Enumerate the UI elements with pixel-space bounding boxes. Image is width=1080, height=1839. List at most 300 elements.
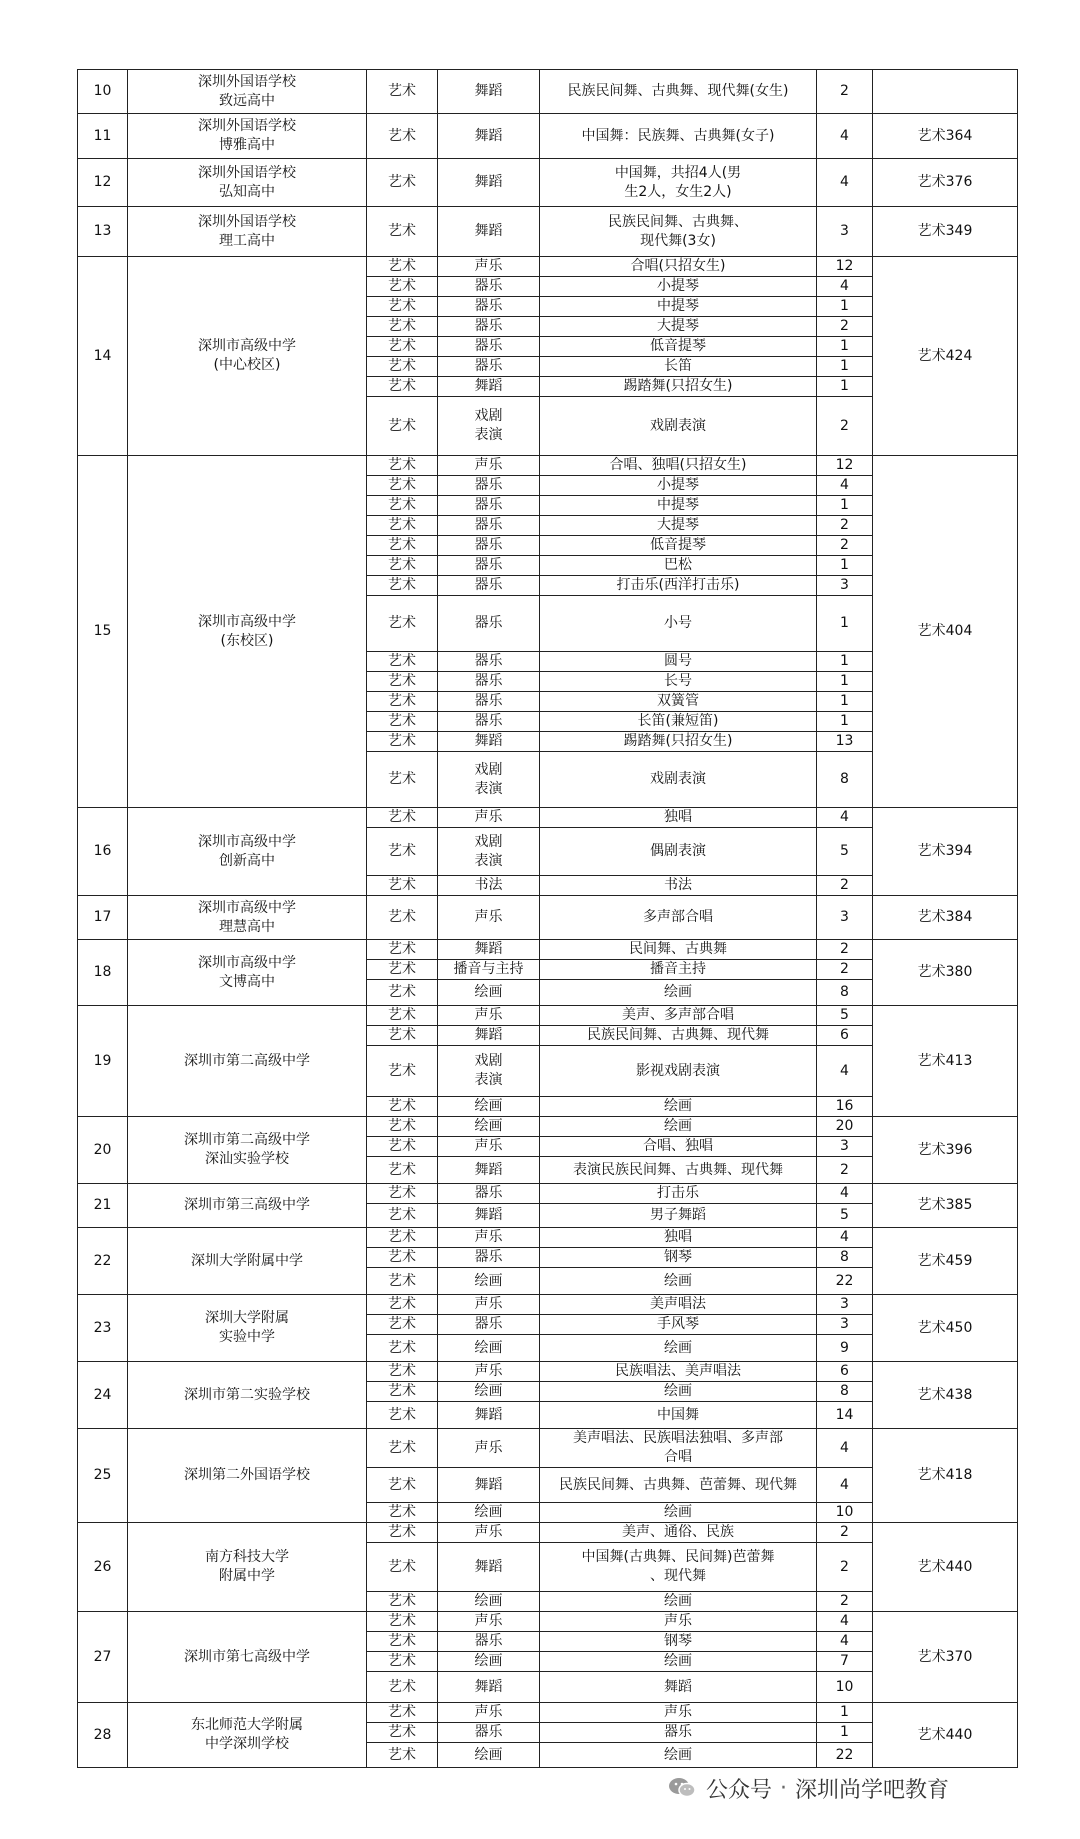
- specialty-item-cell: 绘画: [540, 980, 817, 1006]
- specialty-item-cell: 舞蹈: [540, 1672, 817, 1703]
- category-cell: 艺术: [367, 980, 438, 1006]
- specialty-item-cell: 中提琴: [540, 496, 817, 516]
- category-cell: 艺术: [367, 940, 438, 960]
- table-row: [78, 1429, 1018, 1468]
- quota-cell: 8: [817, 980, 873, 1006]
- table-row: [78, 1117, 1018, 1137]
- quota-cell: 4: [817, 114, 873, 159]
- score-line-cell: 艺术370: [873, 1612, 1018, 1703]
- category-cell: 艺术: [367, 712, 438, 732]
- quota-cell: 3: [817, 1137, 873, 1157]
- category-cell: 艺术: [367, 357, 438, 377]
- major-type-cell: 舞蹈: [438, 1157, 540, 1184]
- score-line-cell: 艺术438: [873, 1362, 1018, 1429]
- quota-cell: 4: [817, 1612, 873, 1632]
- score-line-cell: 艺术413: [873, 1006, 1018, 1117]
- specialty-item-cell: 合唱、独唱(只招女生): [540, 456, 817, 476]
- specialty-item-cell: 巴松: [540, 556, 817, 576]
- category-cell: 艺术: [367, 1672, 438, 1703]
- major-type-cell: 器乐: [438, 536, 540, 556]
- school-number-cell: 25: [78, 1429, 128, 1523]
- category-cell: 艺术: [367, 1543, 438, 1592]
- quota-cell: 4: [817, 808, 873, 828]
- category-cell: 艺术: [367, 1295, 438, 1315]
- specialty-item-cell: 绘画: [540, 1652, 817, 1672]
- school-name-cell: 深圳市第二高级中学 深汕实验学校: [128, 1117, 367, 1184]
- table-row: [78, 808, 1018, 828]
- enrollment-table-container: [77, 69, 1017, 1768]
- specialty-item-cell: 绘画: [540, 1592, 817, 1612]
- category-cell: 艺术: [367, 1157, 438, 1184]
- specialty-item-cell: 绘画: [540, 1117, 817, 1137]
- quota-cell: 2: [817, 1543, 873, 1592]
- quota-cell: 7: [817, 1652, 873, 1672]
- major-type-cell: 声乐: [438, 896, 540, 940]
- specialty-item-cell: 手风琴: [540, 1315, 817, 1335]
- quota-cell: 4: [817, 159, 873, 207]
- quota-cell: 1: [817, 712, 873, 732]
- quota-cell: 4: [817, 1632, 873, 1652]
- category-cell: 艺术: [367, 1523, 438, 1543]
- school-name-cell: 深圳市高级中学 理慧高中: [128, 896, 367, 940]
- major-type-cell: 器乐: [438, 1723, 540, 1743]
- quota-cell: 4: [817, 476, 873, 496]
- specialty-item-cell: 中国舞: [540, 1402, 817, 1429]
- category-cell: 艺术: [367, 960, 438, 980]
- school-name-cell: 深圳外国语学校 弘知高中: [128, 159, 367, 207]
- school-number-cell: 16: [78, 808, 128, 896]
- category-cell: 艺术: [367, 297, 438, 317]
- category-cell: 艺术: [367, 1592, 438, 1612]
- category-cell: 艺术: [367, 828, 438, 876]
- quota-cell: 2: [817, 1592, 873, 1612]
- category-cell: 艺术: [367, 1228, 438, 1248]
- specialty-item-cell: 独唱: [540, 1228, 817, 1248]
- quota-cell: 12: [817, 257, 873, 277]
- table-row: [78, 1703, 1018, 1723]
- specialty-item-cell: 低音提琴: [540, 536, 817, 556]
- major-type-cell: 舞蹈: [438, 377, 540, 397]
- school-number-cell: 22: [78, 1228, 128, 1295]
- quota-cell: 5: [817, 828, 873, 876]
- score-line-cell: [873, 70, 1018, 114]
- quota-cell: 1: [817, 672, 873, 692]
- specialty-item-cell: 偶剧表演: [540, 828, 817, 876]
- category-cell: 艺术: [367, 516, 438, 536]
- category-cell: 艺术: [367, 1703, 438, 1723]
- score-line-cell: 艺术459: [873, 1228, 1018, 1295]
- major-type-cell: 舞蹈: [438, 1543, 540, 1592]
- school-name-cell: 东北师范大学附属 中学深圳学校: [128, 1703, 367, 1768]
- category-cell: 艺术: [367, 752, 438, 808]
- major-type-cell: 舞蹈: [438, 207, 540, 257]
- school-number-cell: 10: [78, 70, 128, 114]
- table-row: [78, 1362, 1018, 1382]
- quota-cell: 8: [817, 752, 873, 808]
- quota-cell: 9: [817, 1335, 873, 1362]
- major-type-cell: 绘画: [438, 1652, 540, 1672]
- major-type-cell: 器乐: [438, 357, 540, 377]
- category-cell: 艺术: [367, 1097, 438, 1117]
- category-cell: 艺术: [367, 596, 438, 652]
- specialty-item-cell: 中国舞(古典舞、民间舞)芭蕾舞 、现代舞: [540, 1543, 817, 1592]
- quota-cell: 3: [817, 207, 873, 257]
- major-type-cell: 器乐: [438, 516, 540, 536]
- major-type-cell: 器乐: [438, 277, 540, 297]
- table-row: [78, 159, 1018, 207]
- quota-cell: 8: [817, 1248, 873, 1268]
- specialty-item-cell: 民族民间舞、古典舞、芭蕾舞、现代舞: [540, 1468, 817, 1503]
- footer-watermark: [668, 1771, 949, 1805]
- major-type-cell: 声乐: [438, 1295, 540, 1315]
- major-type-cell: 声乐: [438, 1137, 540, 1157]
- quota-cell: 1: [817, 1723, 873, 1743]
- category-cell: 艺术: [367, 1248, 438, 1268]
- table-row: [78, 114, 1018, 159]
- quota-cell: 2: [817, 536, 873, 556]
- school-name-cell: 南方科技大学 附属中学: [128, 1523, 367, 1612]
- category-cell: 艺术: [367, 1612, 438, 1632]
- specialty-item-cell: 中提琴: [540, 297, 817, 317]
- major-type-cell: 绘画: [438, 1268, 540, 1295]
- quota-cell: 2: [817, 516, 873, 536]
- specialty-item-cell: 中国舞：民族舞、古典舞(女子): [540, 114, 817, 159]
- quota-cell: 3: [817, 896, 873, 940]
- major-type-cell: 舞蹈: [438, 1468, 540, 1503]
- score-line-cell: 艺术424: [873, 257, 1018, 456]
- quota-cell: 6: [817, 1026, 873, 1046]
- quota-cell: 8: [817, 1382, 873, 1402]
- specialty-item-cell: 民间舞、古典舞: [540, 940, 817, 960]
- major-type-cell: 声乐: [438, 808, 540, 828]
- major-type-cell: 戏剧 表演: [438, 828, 540, 876]
- quota-cell: 1: [817, 652, 873, 672]
- table-row: [78, 1184, 1018, 1204]
- major-type-cell: 器乐: [438, 1315, 540, 1335]
- school-name-cell: 深圳市高级中学 (东校区): [128, 456, 367, 808]
- category-cell: 艺术: [367, 207, 438, 257]
- school-name-cell: 深圳市第三高级中学: [128, 1184, 367, 1228]
- quota-cell: 4: [817, 1468, 873, 1503]
- major-type-cell: 戏剧 表演: [438, 397, 540, 456]
- score-line-cell: 艺术396: [873, 1117, 1018, 1184]
- score-line-cell: 艺术440: [873, 1703, 1018, 1768]
- category-cell: 艺术: [367, 456, 438, 476]
- major-type-cell: 器乐: [438, 496, 540, 516]
- quota-cell: 2: [817, 397, 873, 456]
- category-cell: 艺术: [367, 556, 438, 576]
- major-type-cell: 器乐: [438, 297, 540, 317]
- specialty-item-cell: 民族唱法、美声唱法: [540, 1362, 817, 1382]
- specialty-item-cell: 民族民间舞、古典舞、 现代舞(3女): [540, 207, 817, 257]
- major-type-cell: 绘画: [438, 1335, 540, 1362]
- major-type-cell: 器乐: [438, 317, 540, 337]
- quota-cell: 1: [817, 337, 873, 357]
- specialty-item-cell: 影视戏剧表演: [540, 1046, 817, 1097]
- category-cell: 艺术: [367, 1204, 438, 1228]
- table-row: [78, 1006, 1018, 1026]
- specialty-item-cell: 合唱(只招女生): [540, 257, 817, 277]
- specialty-item-cell: 小号: [540, 596, 817, 652]
- school-name-cell: 深圳市第二高级中学: [128, 1006, 367, 1117]
- major-type-cell: 声乐: [438, 1612, 540, 1632]
- category-cell: 艺术: [367, 476, 438, 496]
- specialty-item-cell: 声乐: [540, 1612, 817, 1632]
- category-cell: 艺术: [367, 576, 438, 596]
- table-row: [78, 1295, 1018, 1315]
- school-name-cell: 深圳外国语学校 致远高中: [128, 70, 367, 114]
- category-cell: 艺术: [367, 337, 438, 357]
- table-row: [78, 940, 1018, 960]
- school-number-cell: 15: [78, 456, 128, 808]
- quota-cell: 4: [817, 1046, 873, 1097]
- category-cell: 艺术: [367, 808, 438, 828]
- quota-cell: 3: [817, 1315, 873, 1335]
- specialty-item-cell: 绘画: [540, 1743, 817, 1768]
- specialty-item-cell: 双簧管: [540, 692, 817, 712]
- school-number-cell: 26: [78, 1523, 128, 1612]
- category-cell: 艺术: [367, 1652, 438, 1672]
- quota-cell: 20: [817, 1117, 873, 1137]
- specialty-item-cell: 绘画: [540, 1503, 817, 1523]
- category-cell: 艺术: [367, 257, 438, 277]
- score-line-cell: 艺术385: [873, 1184, 1018, 1228]
- specialty-item-cell: 播音主持: [540, 960, 817, 980]
- category-cell: 艺术: [367, 317, 438, 337]
- major-type-cell: 播音与主持: [438, 960, 540, 980]
- category-cell: 艺术: [367, 536, 438, 556]
- table-row: [78, 70, 1018, 114]
- category-cell: 艺术: [367, 1362, 438, 1382]
- school-number-cell: 28: [78, 1703, 128, 1768]
- major-type-cell: 器乐: [438, 556, 540, 576]
- major-type-cell: 声乐: [438, 1228, 540, 1248]
- footer-separator: ·: [780, 1775, 788, 1801]
- specialty-item-cell: 戏剧表演: [540, 397, 817, 456]
- major-type-cell: 绘画: [438, 1503, 540, 1523]
- quota-cell: 1: [817, 357, 873, 377]
- major-type-cell: 戏剧 表演: [438, 1046, 540, 1097]
- table-row: [78, 896, 1018, 940]
- footer-account-name: 深圳尚学吧教育: [795, 1777, 950, 1803]
- quota-cell: 1: [817, 377, 873, 397]
- specialty-item-cell: 绘画: [540, 1097, 817, 1117]
- major-type-cell: 舞蹈: [438, 114, 540, 159]
- category-cell: 艺术: [367, 1117, 438, 1137]
- major-type-cell: 声乐: [438, 257, 540, 277]
- specialty-item-cell: 打击乐(西洋打击乐): [540, 576, 817, 596]
- category-cell: 艺术: [367, 1632, 438, 1652]
- specialty-item-cell: 美声唱法、民族唱法独唱、多声部 合唱: [540, 1429, 817, 1468]
- specialty-item-cell: 大提琴: [540, 317, 817, 337]
- table-row: [78, 1612, 1018, 1632]
- major-type-cell: 声乐: [438, 456, 540, 476]
- school-name-cell: 深圳市第七高级中学: [128, 1612, 367, 1703]
- specialty-item-cell: 大提琴: [540, 516, 817, 536]
- score-line-cell: 艺术394: [873, 808, 1018, 896]
- category-cell: 艺术: [367, 1382, 438, 1402]
- major-type-cell: 书法: [438, 876, 540, 896]
- specialty-item-cell: 低音提琴: [540, 337, 817, 357]
- quota-cell: 2: [817, 960, 873, 980]
- category-cell: 艺术: [367, 1268, 438, 1295]
- school-number-cell: 14: [78, 257, 128, 456]
- major-type-cell: 声乐: [438, 1006, 540, 1026]
- category-cell: 艺术: [367, 1723, 438, 1743]
- quota-cell: 2: [817, 1157, 873, 1184]
- quota-cell: 4: [817, 1184, 873, 1204]
- score-line-cell: 艺术418: [873, 1429, 1018, 1523]
- specialty-item-cell: 长笛(兼短笛): [540, 712, 817, 732]
- major-type-cell: 绘画: [438, 1117, 540, 1137]
- major-type-cell: 绘画: [438, 1382, 540, 1402]
- category-cell: 艺术: [367, 1006, 438, 1026]
- category-cell: 艺术: [367, 277, 438, 297]
- school-number-cell: 27: [78, 1612, 128, 1703]
- major-type-cell: 舞蹈: [438, 732, 540, 752]
- major-type-cell: 器乐: [438, 1184, 540, 1204]
- major-type-cell: 器乐: [438, 596, 540, 652]
- school-name-cell: 深圳大学附属中学: [128, 1228, 367, 1295]
- quota-cell: 4: [817, 1228, 873, 1248]
- score-line-cell: 艺术376: [873, 159, 1018, 207]
- quota-cell: 10: [817, 1503, 873, 1523]
- school-name-cell: 深圳市高级中学 文博高中: [128, 940, 367, 1006]
- specialty-item-cell: 绘画: [540, 1268, 817, 1295]
- category-cell: 艺术: [367, 732, 438, 752]
- major-type-cell: 器乐: [438, 337, 540, 357]
- school-number-cell: 18: [78, 940, 128, 1006]
- school-number-cell: 11: [78, 114, 128, 159]
- table-row: [78, 1228, 1018, 1248]
- major-type-cell: 器乐: [438, 712, 540, 732]
- category-cell: 艺术: [367, 159, 438, 207]
- specialty-item-cell: 长笛: [540, 357, 817, 377]
- specialty-item-cell: 小提琴: [540, 476, 817, 496]
- specialty-item-cell: 民族民间舞、古典舞、现代舞(女生): [540, 70, 817, 114]
- category-cell: 艺术: [367, 1503, 438, 1523]
- specialty-item-cell: 打击乐: [540, 1184, 817, 1204]
- score-line-cell: 艺术450: [873, 1295, 1018, 1362]
- school-name-cell: 深圳市高级中学 (中心校区): [128, 257, 367, 456]
- school-name-cell: 深圳外国语学校 理工高中: [128, 207, 367, 257]
- specialty-item-cell: 美声、通俗、民族: [540, 1523, 817, 1543]
- quota-cell: 22: [817, 1268, 873, 1295]
- quota-cell: 16: [817, 1097, 873, 1117]
- school-number-cell: 12: [78, 159, 128, 207]
- score-line-cell: 艺术380: [873, 940, 1018, 1006]
- category-cell: 艺术: [367, 692, 438, 712]
- quota-cell: 1: [817, 1703, 873, 1723]
- specialty-item-cell: 合唱、独唱: [540, 1137, 817, 1157]
- category-cell: 艺术: [367, 876, 438, 896]
- major-type-cell: 舞蹈: [438, 1204, 540, 1228]
- major-type-cell: 器乐: [438, 476, 540, 496]
- table-row: [78, 456, 1018, 476]
- specialty-item-cell: 钢琴: [540, 1248, 817, 1268]
- quota-cell: 1: [817, 692, 873, 712]
- quota-cell: 3: [817, 576, 873, 596]
- specialty-item-cell: 钢琴: [540, 1632, 817, 1652]
- major-type-cell: 绘画: [438, 1743, 540, 1768]
- major-type-cell: 绘画: [438, 980, 540, 1006]
- specialty-item-cell: 绘画: [540, 1335, 817, 1362]
- school-name-cell: 深圳市高级中学 创新高中: [128, 808, 367, 896]
- specialty-item-cell: 踢踏舞(只招女生): [540, 732, 817, 752]
- school-number-cell: 23: [78, 1295, 128, 1362]
- major-type-cell: 器乐: [438, 1248, 540, 1268]
- category-cell: 艺术: [367, 652, 438, 672]
- specialty-item-cell: 独唱: [540, 808, 817, 828]
- category-cell: 艺术: [367, 1429, 438, 1468]
- major-type-cell: 舞蹈: [438, 1672, 540, 1703]
- specialty-item-cell: 器乐: [540, 1723, 817, 1743]
- quota-cell: 2: [817, 317, 873, 337]
- major-type-cell: 器乐: [438, 652, 540, 672]
- category-cell: 艺术: [367, 1026, 438, 1046]
- score-line-cell: 艺术349: [873, 207, 1018, 257]
- major-type-cell: 绘画: [438, 1592, 540, 1612]
- major-type-cell: 舞蹈: [438, 1402, 540, 1429]
- category-cell: 艺术: [367, 114, 438, 159]
- major-type-cell: 声乐: [438, 1523, 540, 1543]
- school-name-cell: 深圳第二外国语学校: [128, 1429, 367, 1523]
- quota-cell: 1: [817, 297, 873, 317]
- category-cell: 艺术: [367, 397, 438, 456]
- school-name-cell: 深圳大学附属 实验中学: [128, 1295, 367, 1362]
- quota-cell: 13: [817, 732, 873, 752]
- category-cell: 艺术: [367, 1743, 438, 1768]
- quota-cell: 2: [817, 1523, 873, 1543]
- major-type-cell: 器乐: [438, 692, 540, 712]
- specialty-item-cell: 踢踏舞(只招女生): [540, 377, 817, 397]
- specialty-item-cell: 表演民族民间舞、古典舞、现代舞: [540, 1157, 817, 1184]
- major-type-cell: 声乐: [438, 1429, 540, 1468]
- school-number-cell: 17: [78, 896, 128, 940]
- school-name-cell: 深圳市第二实验学校: [128, 1362, 367, 1429]
- major-type-cell: 器乐: [438, 576, 540, 596]
- quota-cell: 1: [817, 596, 873, 652]
- major-type-cell: 声乐: [438, 1362, 540, 1382]
- quota-cell: 1: [817, 496, 873, 516]
- school-number-cell: 24: [78, 1362, 128, 1429]
- specialty-item-cell: 绘画: [540, 1382, 817, 1402]
- category-cell: 艺术: [367, 672, 438, 692]
- category-cell: 艺术: [367, 1402, 438, 1429]
- major-type-cell: 声乐: [438, 1703, 540, 1723]
- specialty-item-cell: 戏剧表演: [540, 752, 817, 808]
- table-row: [78, 207, 1018, 257]
- table-row: [78, 1523, 1018, 1543]
- school-name-cell: 深圳外国语学校 博雅高中: [128, 114, 367, 159]
- major-type-cell: 舞蹈: [438, 940, 540, 960]
- category-cell: 艺术: [367, 1335, 438, 1362]
- quota-cell: 22: [817, 1743, 873, 1768]
- category-cell: 艺术: [367, 896, 438, 940]
- quota-cell: 5: [817, 1204, 873, 1228]
- score-line-cell: 艺术404: [873, 456, 1018, 808]
- category-cell: 艺术: [367, 377, 438, 397]
- major-type-cell: 舞蹈: [438, 1026, 540, 1046]
- quota-cell: 4: [817, 1429, 873, 1468]
- specialty-item-cell: 长号: [540, 672, 817, 692]
- quota-cell: 10: [817, 1672, 873, 1703]
- quota-cell: 14: [817, 1402, 873, 1429]
- score-line-cell: 艺术440: [873, 1523, 1018, 1612]
- quota-cell: 6: [817, 1362, 873, 1382]
- specialty-item-cell: 美声唱法: [540, 1295, 817, 1315]
- specialty-item-cell: 多声部合唱: [540, 896, 817, 940]
